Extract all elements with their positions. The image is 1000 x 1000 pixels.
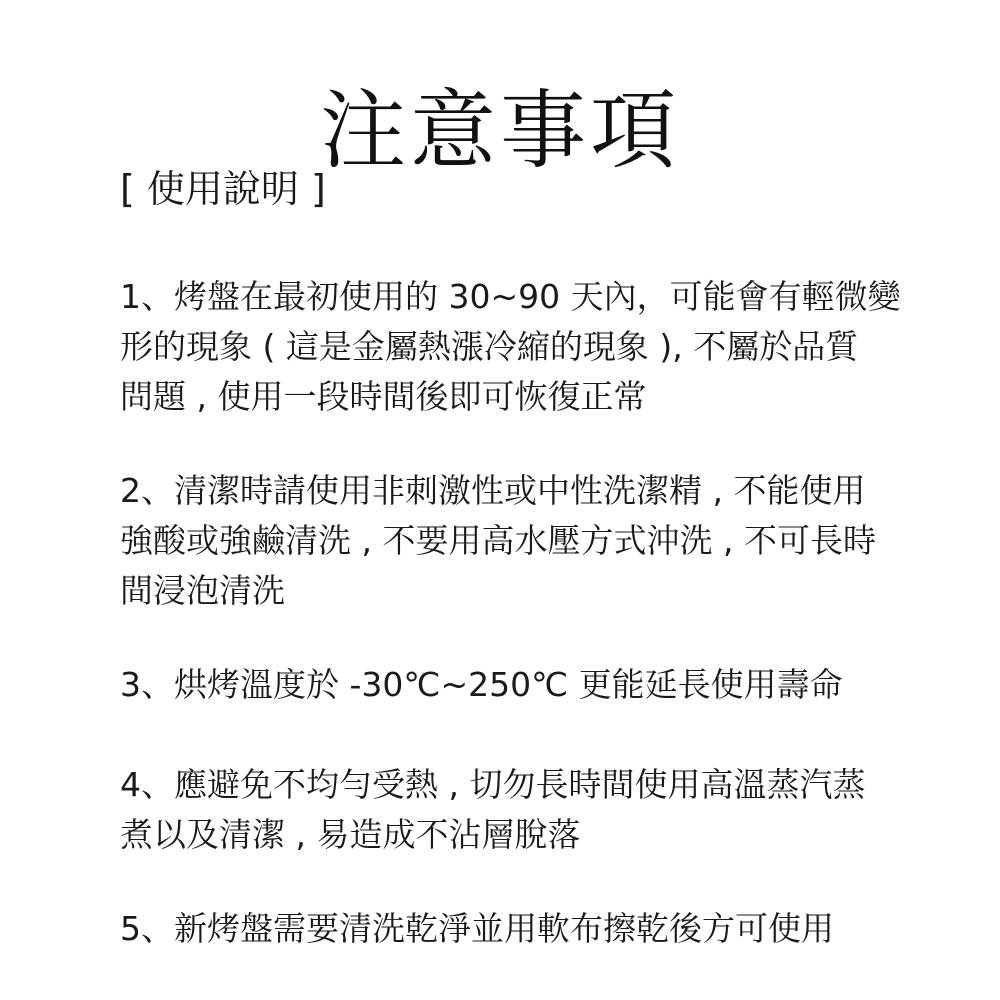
instruction-item-2 <box>120 466 920 616</box>
instruction-line: 1、烤盤在最初使用的 30~90 天內，可能會有輕微變 <box>120 277 901 316</box>
instruction-line: 形的現象 ( 這是金屬熱漲冷縮的現象 ), 不屬於品質 <box>120 327 859 366</box>
instruction-item-4 <box>120 760 920 860</box>
instruction-item-1 <box>120 272 920 422</box>
instruction-line: 3、烘烤溫度於 -30℃~250℃ 更能延長使用壽命 <box>120 665 843 704</box>
instruction-line: 4、應避免不均勻受熱 , 切勿長時間使用高溫蒸汽蒸 <box>120 765 866 804</box>
instruction-item-5 <box>120 904 920 954</box>
instruction-line: 問題 , 使用一段時間後即可恢復正常 <box>120 377 647 416</box>
page-title: 注意事項 <box>320 80 680 181</box>
instruction-item-3 <box>120 660 920 710</box>
instruction-line: 5、新烤盤需要清洗乾淨並用軟布擦乾後方可使用 <box>120 909 834 948</box>
instruction-line: 2、清潔時請使用非刺激性或中性洗潔精 , 不能使用 <box>120 471 866 510</box>
instruction-line: 間浸泡清洗 <box>120 571 285 610</box>
instruction-line: 煮以及清潔 , 易造成不沾層脫落 <box>120 815 581 854</box>
section-heading: [ 使用說明 ] <box>120 167 326 211</box>
instruction-line: 強酸或強鹼清洗 , 不要用高水壓方式沖洗 , 不可長時 <box>120 521 876 560</box>
